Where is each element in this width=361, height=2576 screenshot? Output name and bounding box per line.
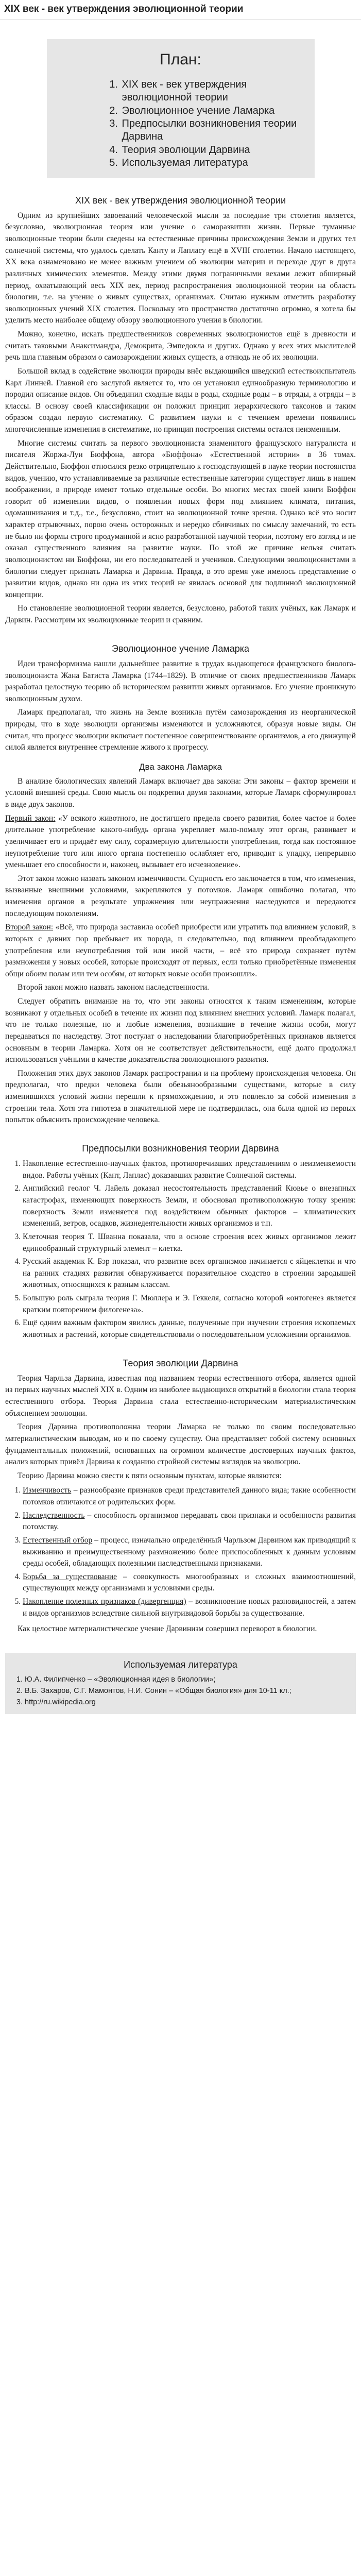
term-text: – процесс, изначально определённый Чарльзом Дарвином как приводящий к выживанию и преимущественному размножению более приспособленных к данным условиям среды особей, обладающих полезными наследственными признаками. [23, 1535, 356, 1568]
paragraph: В анализе биологических явлений Ламарк включает два закона: Эти законы – фактор времени и условий внешней среды. Свою мысль он подкрепил двумя законами, которые Ламарк сформулировал в виде двух законов. [5, 776, 356, 809]
list-item [23, 1596, 356, 1619]
paragraph: Большой вклад в содействие эволюции природы внёс выдающийся шведский естествоиспытатель Карл Линней. Главной его заслугой является то, что он установил единообразную терминологию и породил описание видов. Он объединил сходные виды в роды, сходные роды – в отряды, а отряды – в классы. В основу своей классификации он положил принцип иерархического таксонов и таким образом создал первую систематику. С развитием науки и с течением времени появились многочисленные изменения в систематике, но принцип построения системы остался неизменным. [5, 366, 356, 434]
plan-item: 1. XIX век - век утверждения эволюционной теории [121, 78, 307, 105]
plan-item: 2. Эволюционное учение Ламарка [121, 105, 307, 117]
paragraph: Теория Чарльза Дарвина, известная под названием теории естественного отбора, является одной из первых научных мыслей XIX в. Одним из наиболее выдающихся открытий в биологии стала теория естественного отбора. Теория Дарвина стала естественно-историческим материалистическим объяснением эволюции. [5, 1374, 356, 1418]
literature-item [25, 1697, 349, 1708]
list-item [23, 1510, 356, 1533]
paragraph: Этот закон можно назвать законом изменчивости. Сущность его заключается в том, что изменения, вызванные внешними условиями, закрепляются у потомков. Ламарк ошибочно полагал, что изменения органов в результате упражнения или неупражнения наследуются и передаются последующим поколениям. [5, 874, 356, 918]
list-item: 3. Клеточная теория Т. Шванна показала, что в основе строения всех живых организмов лежит единообразный структурный элемент – клетка. [23, 1231, 356, 1255]
law-label: Первый закон: [5, 814, 56, 823]
paragraph: Теорию Дарвина можно свести к пяти основным пунктам, которые являются: [18, 1471, 282, 1480]
law-label: Второй закон: [5, 923, 54, 932]
list-item: 1. Накопление естественно-научных фактов, противоречивших представлениям о неизменяемости видов. Работы учёных (Кант, Лаплас) доказавших развитие Солнечной системы. [23, 1158, 356, 1181]
plan-item: 3. Предпосылки возникновения теории Дарвина [121, 117, 307, 144]
plan-list [54, 78, 307, 170]
list-item: 6. Ещё одним важным фактором явились данные, полученные при изучении строения ископаемых животных и растений, которые свидетельствовали о последовательном усложнении организмов. [23, 1317, 356, 1341]
plan-item: 4. Теория эволюции Дарвина [121, 144, 307, 157]
term: Наследственность [23, 1511, 85, 1520]
law-text: «У всякого животного, не достигшего предела своего развития, более частое и более длительное употребление какого-нибудь органа укрепляет мало-помалу этот орган, развивает и увеличивает его и придаёт ему силу, соразмерную длительности употребления, тогда как постоянное неупотребление того или иного органа постепенно ослабляет его, приводит к упадку, непрерывно уменьшает его способности и, наконец, вызывает его исчезновение». [5, 814, 356, 870]
page-title: XIX век - век утверждения эволюционной теории [0, 0, 361, 20]
section-heading: XIX век - век утверждения эволюционной теории [75, 195, 286, 206]
paragraph: Но становление эволюционной теории является, безусловно, работой таких учёных, как Ламарк и Дарвин. Рассмотрим их эволюционные теории и сравним. [5, 604, 356, 625]
list-item: 4. Русский академик К. Бэр показал, что развитие всех организмов начинается с яйцеклетки и что на ранних стадиях развития обнаруживается поразительное сходство в строении зародышей животных, относящихся к разным классам. [23, 1256, 356, 1291]
literature-list [12, 1674, 349, 1708]
term-text: – способность организмов передавать свои признаки и особенности развития потомству. [23, 1511, 356, 1532]
term-text: – возникновение новых разновидностей, а затем и видов организмов вследствие сильной внутривидовой борьбы за существование. [23, 1597, 356, 1618]
plan-box [47, 39, 315, 178]
section-heading: Предпосылки возникновения теории Дарвина [82, 1143, 279, 1154]
term-text: – разнообразие признаков среди представителей данного вида; такие особенности потомков отличаются от родительских форм. [23, 1486, 356, 1507]
term: Борьба за существование [23, 1572, 117, 1581]
list-item: 5. Большую роль сыграла теория Г. Мюллера и Э. Геккеля, согласно которой «онтогенез является кратким повторением филогенеза». [23, 1293, 356, 1316]
list-item: 2. Английский геолог Ч. Лайель доказал несостоятельность представлений Кювье о внезапных катастрофах, изменяющих поверхность Земли, и обосновал противоположную точку зрения: поверхность Земли изменяется под воздействием обычных факторов – климатических изменений, ветров, осадков, жизнедеятельности живых организмов и т.п. [23, 1183, 356, 1230]
literature-box [5, 1653, 356, 1715]
paragraph: Следует обратить внимание на то, что эти законы относятся к таким изменениям, которые возникают у отдельных особей в течение их жизни под влиянием внешних условий. Ламарк полагал, что не только полезные, но и любые изменения, возникшие в течение жизни особи, могут передаваться по наследству. Этот постулат о наследовании благоприобретённых признаков является основным в теории Ламарка. Хотя он не соответствует действительности, ещё долго продолжал использоваться учёными в качестве доказательства эволюционного развития. [5, 997, 356, 1064]
law-paragraph [5, 922, 356, 980]
paragraph: Многие системы считать за первого эволюциониста знаменитого французского натуралиста и писателя Жоржа-Луи Бюффона, автора «Бюффона» «Естественной истории» в 36 томах. Действительно, Бюффон относился резко отрицательно к господствующей в науке теории постоянства видов, учению, что устанавливаемые за различные естественные категории существует лишь в нашем воображении, в природе имеют только отдельные особи. Во многих местах своей книги Бюффон говорит об изменении видов, о появлении новых форм под влиянием климата, питания, одомашнивания и т.д., т.е., безусловно, стоит на эволюционной точке зрения. Однако всё это носит характер отрывочных, порою очень осторожных и нередко сбивчивых по смыслу замечаний, то есть не было ни формы строго продуманной и ясно разработанной научной теории, поэтому его взгляд и не оказал существенного влияния на развитие науки. По этой же причине нельзя считать эволюционистом ни Бюффона, ни его последователей и учеников. Следующими эволюционистами в биологии следует признать Ламарка и Дарвина. Правда, в это время уже имелось представление о развитии видов, однако ни одна из этих теорий не явилась основой для подлинной эволюционной концепции. [5, 438, 356, 599]
paragraph: Одним из крупнейших завоеваний человеческой мысли за последние три столетия является, безусловно, эволюционная теория или учение о саморазвитии жизни. Первые туманные эволюционные теории были сведены на естественные причины происхождения Земли и других тел солнечной системы, что удалось сделать Канту и Лапласу ещё в XVIII столетии. Начало настоящего, XX века ознаменовано не менее важным учением об эволюции материи и переходе друг в друга различных химических элементов. Между этими двумя пограничными вехами лежит обширный период, охватывающий весь XIX век, период распространения эволюционной теории на область биологии, т.е. на учение о живых существах, организмах. Считаю нужным отметить разработку эволюционных учений XIX столетия. Поскольку это пространство достаточно огромно, я хотела бы уделить место наиболее общему обзору эволюционного учения в биологии. [5, 211, 356, 325]
term: Изменчивость [23, 1486, 72, 1495]
paragraph: Положения этих двух законов Ламарк распространил и на проблему происхождения человека. Он предполагал, что предки человека были обезьянообразными существами, которые в силу изменившихся условий жизни перешли к прямохождению, и это повлекло за собой изменения в строении тела. Хотя эта гипотеза в значительной мере не подтвердилась, она была одной из первых попыток объяснить происхождение человека. [5, 1069, 356, 1125]
paragraph: Ламарк предполагал, что жизнь на Земле возникла путём самозарождения из неорганической природы, что в ходе эволюции организмы изменяются и усложняются, образуя новые виды. Он считал, что процесс эволюции включает постепенное совершенствование организмов, а его движущей силой является внутреннее стремление живого к прогрессу. [5, 708, 356, 752]
paragraph: Второй закон можно назвать законом наследственности. [18, 983, 209, 992]
paragraph: Теория Дарвина противоположна теории Ламарка не только по своим последовательно материалистическим выводам, но и по своему существу. Она представляет собой систему основных фундаментальных положений, основанных на огромном количестве достоверных научных фактов, анализ которых привёл Дарвина к созданию стройной системы взглядов на эволюцию. [5, 1422, 356, 1467]
literature-link[interactable]: http://ru.wikipedia.org [25, 1698, 96, 1706]
paragraph: Идеи трансформизма нашли дальнейшее развитие в трудах выдающегося французского биолога-эволюциониста Жана Батиста Ламарка (1744–1829). В отличие от своих предшественников Ламарк разработал целостную теорию об историческом развитии живых организмов. Его учение проникнуто эволюционным духом. [5, 659, 356, 703]
term-text: – совокупность многообразных и сложных взаимоотношений, существующих между организмами и условиями среды. [23, 1572, 356, 1593]
list-item [23, 1485, 356, 1508]
subsection-heading: Два закона Ламарка [139, 761, 222, 772]
list-item [23, 1571, 356, 1595]
plan-item: 5. Используемая литература [121, 157, 307, 170]
section-heading: Теория эволюции Дарвина [123, 1358, 238, 1368]
document-body [0, 39, 361, 1722]
literature-item: 1. Ю.А. Филипченко – «Эволюционная идея в биологии»; [25, 1674, 349, 1686]
paragraph: Как целостное материалистическое учение Дарвинизм совершил переворот в биологии. [18, 1624, 317, 1634]
literature-item: 2. В.Б. Захаров, С.Г. Мамонтов, Н.И. Сонин – «Общая биология» для 10-11 кл.; [25, 1686, 349, 1697]
term: Естественный отбор [23, 1535, 93, 1545]
section-heading: Эволюционное учение Ламарка [111, 643, 250, 654]
law-paragraph [5, 813, 356, 871]
paragraph: Можно, конечно, искать предшественников современных эволюционистов ещё в древности и считать таковыми Анаксимандра, Демокрита, Эмпедокла и других. Однако у всех этих мыслителей речь шла главным образом о самозарождении живых существ, а отнюдь не об их эволюции. [5, 330, 356, 362]
prerequisites-list [5, 1158, 356, 1341]
literature-title: Используемая литература [124, 1659, 237, 1670]
law-text: «Всё, что природа заставила особей приобрести или утратить под влиянием условий, в которых с давних пор пребывает их порода, и следовательно, под влиянием преобладающего употребления или неупотребления той или иной части, – всё это природа сохраняет путём размножения у новых особей, которые происходят от первых, если только приобретённые изменения общи обоим полам или тем особям, от которых новые особи произошли». [5, 923, 356, 978]
term: Накопление полезных признаков (дивергенция) [23, 1597, 186, 1606]
plan-title: План: [160, 51, 201, 68]
darwin-points-list [5, 1485, 356, 1619]
list-item [23, 1535, 356, 1570]
